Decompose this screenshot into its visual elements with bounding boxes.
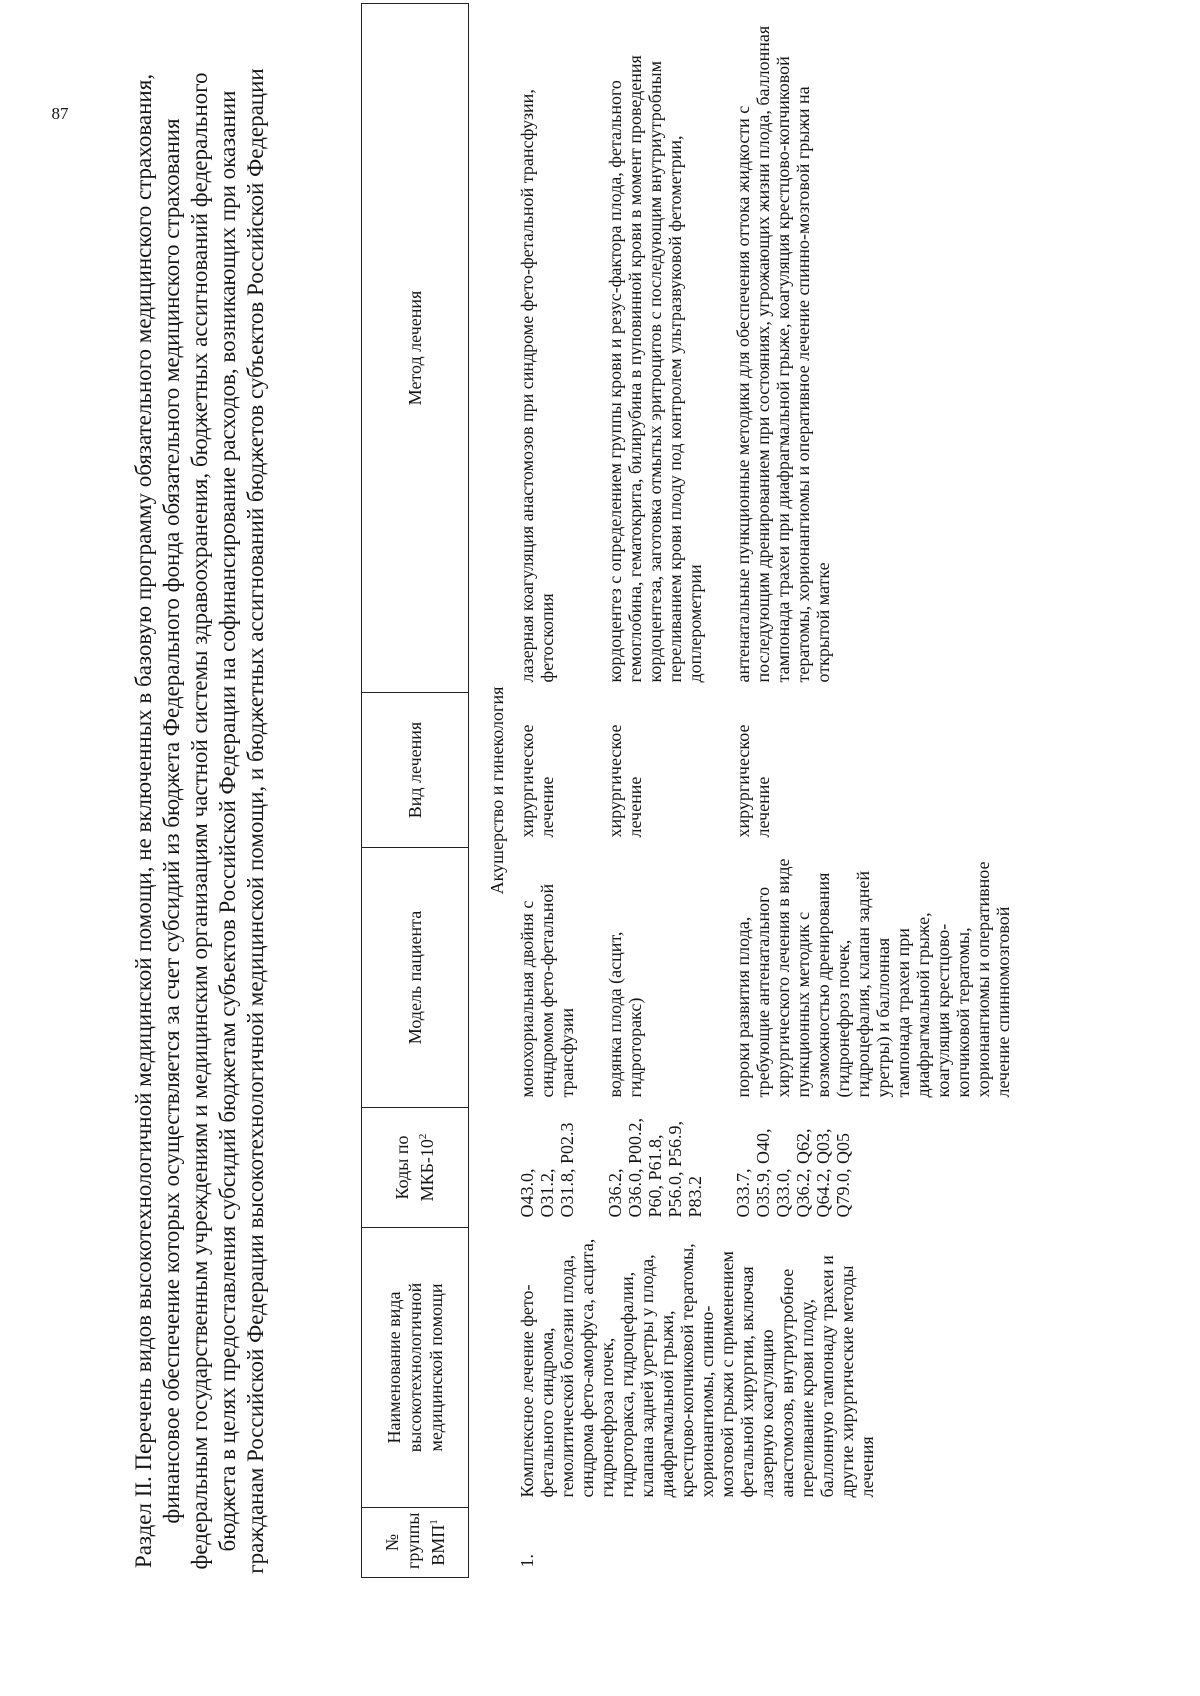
row-codes: O36.2, O36.0, P00.2, P60, P61.8, P56.0, P56.9, P83.2 [605,1117,705,1218]
row-codes: O43.0, O31.2, O31.8, P02.3 [517,1122,577,1218]
row-type: хирургическое лечение [733,724,773,838]
header-name: Наименование вида высокотехнологичной медицинской помощи [362,1228,469,1508]
header-codes: Коды по МКБ-$10^2$ [362,1108,469,1228]
header-model: Модель пациента [362,848,469,1108]
header-num: № группы ВМП$^1$ [362,1508,469,1578]
page-number: 87 [51,104,69,123]
row-type: хирургическое лечение [605,724,645,838]
header-method: Метод лечения [362,4,469,693]
row-model: водянка плода (асцит, гидроторакс) [605,931,645,1098]
section-heading: Акушерство и гинекология [487,686,507,895]
group-number: 1. [517,1554,537,1568]
table-row [517,4,605,1578]
vmp-table [361,3,1041,1578]
row-method: кордоцентез с определением группы крови и резус-фактора плода, фетального гемоглобина, гематокрита, билирубина в пуповинной крови в момент проведения кордоцентеза, заготовка отмытых эритроцитов с последующим внутриутробным переливанием крови плоду под контролем ультразвуковой фетометрии, доплерометрии [605,55,705,683]
section-row [469,4,518,1578]
group-name: Комплексное лечение фето-фетального синдрома, гемолитической болезни плода, синдрома фето-аморфуса, асцита, гидронефроза почек, гидроторакса, гидроцефалии, клапана задней уретры у плода, диафрагмальной грыжи, крестцово-копчиковой тератомы, хорионангиомы, спинно-мозговой грыжи с применением фетальной хирургии, включая лазерную коагуляцию анастомозов, внутриутробное переливание крови плоду, баллонную тампонаду трахеи и другие хирургические методы лечения [517,1238,877,1498]
row-codes: O33.7, O35.9, O40, Q33.0, Q36.2, Q62, Q64.2, Q03, Q79.0, Q05 [733,1128,853,1218]
row-type: хирургическое лечение [517,724,557,838]
row-model: монохориальная двойня с синдромом фето-фетальной трансфузии [517,883,577,1098]
row-model: пороки развития плода, требующие антенатального хирургического лечения в виде пункционных методик с возможностью дренирования (гидронефроз почек, гидроцефалия, клапан задней уретры) и баллонная тампонада трахеи при диафрагмальной грыже, коагуляция крестцово-копчиковой тератомы, хорионангиомы и оперативное лечение спинномозговой [733,858,1013,1098]
row-method: антенатальные пункционные методики для обеспечения оттока жидкости с последующим дренированием при состояниях, угрожающих жизни плода, баллонная тампонада трахеи при диафрагмальной грыже, коагуляция крестцово-копчиковой тератомы, хорионангиомы и оперативное лечение спинно-мозговой грыжи на открытой матке [733,25,833,683]
row-method: лазерная коагуляция анастомозов при синдроме фето-фетальной трансфузии, фетоскопия [517,89,557,683]
section-title: Раздел II. Перечень видов высокотехнологичной медицинской помощи, не включенных в базовую программу обязательного медицинского страхования, финансовое обеспечение которых осуществляется за счет субсидий из бюджета Федерального фонда обязательного медицинского страхования федеральным государственным учреждениям и медицинским организациям частной системы здравоохранения, бюджетных ассигнований федерального бюджета в целях предоставления субсидий бюджетам субъектов Российской Федерации на софинансирование расходов, возникающих при оказании гражданам Российской Федерации высокотехнологичной медицинской помощи, и бюджетных ассигнований бюджетов субъектов Российской Федерации [131,68,268,1574]
table-header [362,4,469,1578]
header-type: Вид лечения [362,693,469,848]
